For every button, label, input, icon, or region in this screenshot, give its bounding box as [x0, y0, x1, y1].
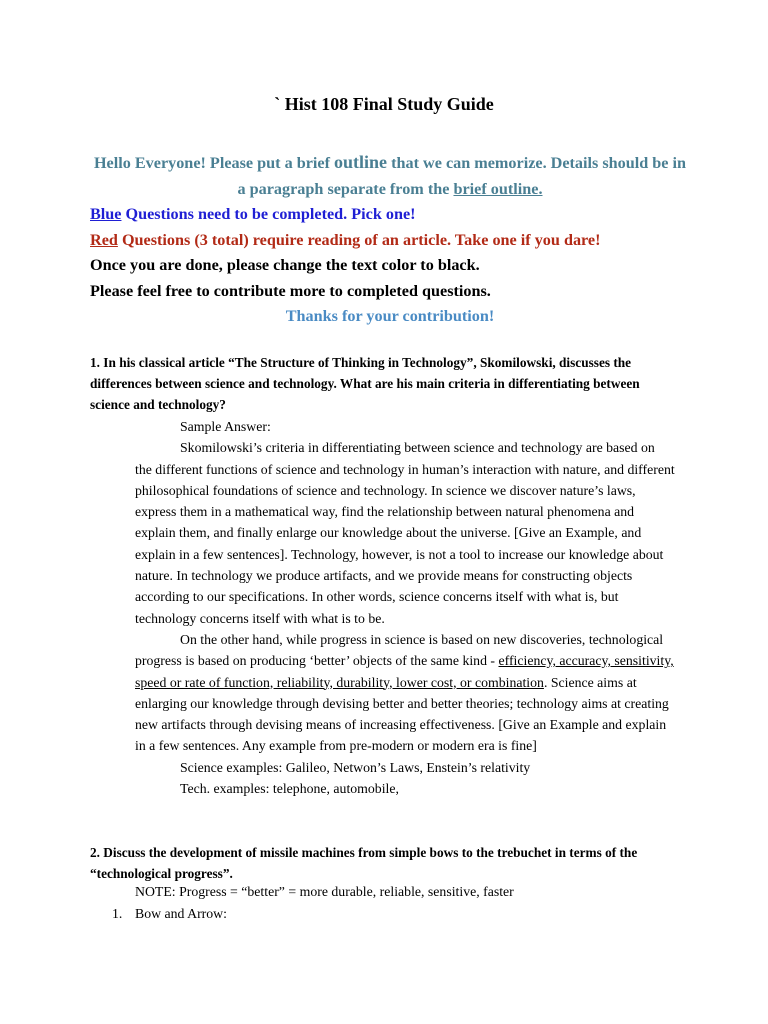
answer-paragraph-2: On the other hand, while progress in science is based on new discoveries, technological progress is based on producing ‘better’ objects of the same kind - efficiency, accuracy, sensitivity, speed or rate of function, reliability, durability, lower cost, or combination. Science aims at enlarging our knowledge through devising better and better theories; technology aims at creating new artifacts through devising means of increasing effectiveness. [Give an Example and explain in a few sentences. Any example from pre-modern or modern era is fine]: [135, 631, 674, 754]
contribute-instruction: Please feel free to contribute more to completed questions.: [90, 281, 491, 300]
science-examples: Science examples: Galileo, Netwon’s Laws, Enstein’s relativity: [180, 759, 531, 775]
red-instruction: Red Questions (3 total) require reading of an article. Take one if you dare!: [90, 230, 601, 249]
intro-greeting: Hello Everyone! Please put a brief outline that we can memorize. Details should be in a paragraph separate from the brief outline.: [93, 152, 687, 198]
tech-examples: Tech. examples: telephone, automobile,: [180, 781, 399, 797]
thanks-line: Thanks for your contribution!: [285, 307, 495, 325]
question-1-answer: [135, 416, 675, 799]
intro-block: [90, 150, 690, 330]
blue-instruction: Blue Questions need to be completed. Pick one!: [90, 205, 416, 223]
question-1-heading: 1. In his classical article “The Structure of Thinking in Technology”, Skomilowski, discusses the differences between science and technology. What are his main criteria in differentiating between science and technology?: [90, 355, 640, 412]
question-2-heading: 2. Discuss the development of missile machines from simple bows to the trebuchet in terms of the “technological progress”.: [90, 845, 638, 881]
sample-answer-label: Sample Answer:: [180, 419, 271, 434]
brief-outline-link: brief outline.: [453, 179, 543, 198]
document-title: ` Hist 108 Final Study Guide: [274, 94, 494, 114]
progress-note: NOTE: Progress = “better” = more durable, reliable, sensitive, faster: [135, 884, 514, 899]
done-instruction: Once you are done, please change the text color to black.: [90, 256, 480, 274]
answer-paragraph-1: Skomilowski’s criteria in differentiating between science and technology are based on the different functions of science and technology in human’s interaction with nature, and different philosophical foundations of science and technology. In science we discover nature’s laws, express them in a mathematical way, find the relationship between natural phenomena and explain them, and finally enlarge our knowledge about the universe. [Give an Example, and explain in a few sentences]. Technology, however, is not a tool to increase our knowledge about nature. In technology we produce artifacts, and we provide means for constructing objects according to our specifications. In other words, science concerns itself with what is, but technology concerns itself with what is to be.: [135, 440, 675, 626]
outline-word: outline: [334, 152, 388, 172]
progress-criteria: efficiency, accuracy, sensitivity, speed or rate of function, reliability, durability, lower cost, or combination: [135, 653, 674, 690]
list-item: 1. Bow and Arrow:: [112, 906, 227, 921]
